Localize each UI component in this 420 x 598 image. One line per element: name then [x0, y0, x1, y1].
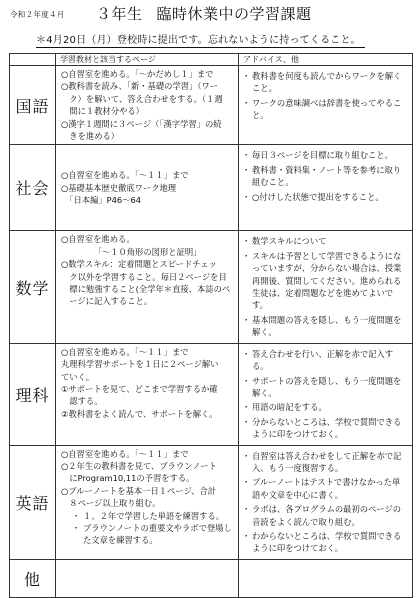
task-line: 「～１０角形の図形と証明」 [93, 246, 202, 257]
task-line: ○ブルーノートを基本一日１ページ、合計 [61, 485, 217, 496]
header-task: 学習教材と該当するページ [56, 54, 239, 66]
advice-item: ・ ○付けした状態で提出をすること。 [242, 191, 408, 203]
assignment-table [9, 53, 413, 598]
task-line: ○数学スキル：定着問題とスピードチェッ [61, 259, 217, 270]
advice-item: ・ 毎日３ページを目標に取り組むこと。 [242, 149, 408, 161]
advice-item: ・ わからないところは、学校で質問できるように印をつけておく。 [242, 530, 408, 555]
advice-item: ・ 基本問題の答えを隠し、もう一度問題を解く。 [242, 314, 408, 339]
page-header [0, 0, 420, 52]
advice-item: ・ 用語の暗記をする。 [242, 401, 408, 413]
task-line: 「日本編」P46～64 [61, 195, 142, 206]
task-cell [56, 559, 239, 597]
grade-label: ３年生 [96, 5, 143, 23]
task-line: ージに記入すること。 [61, 296, 153, 307]
task-line: 間に１教材分やる） [61, 106, 144, 117]
advice-cell [239, 343, 413, 445]
table-row-rika [10, 343, 413, 445]
task-line: にProgram10,11の予習をする。 [61, 473, 195, 484]
table-row-sugaku [10, 231, 413, 343]
advice-cell [239, 145, 413, 231]
task-line: ８ページ以上取り組む。 [61, 498, 161, 509]
task-cell [56, 445, 239, 559]
advice-item: ・ 教科書を何度も読んでからワークを解くこと。 [242, 70, 408, 95]
school-year-label: 令和２年度４月 [10, 10, 65, 19]
task-line: ○２年生の教科書を見て、ブラウンノート [61, 460, 217, 471]
task-cell [56, 231, 239, 343]
task-cell [56, 145, 239, 231]
table-header-row [10, 54, 413, 66]
task-line: ○漢字１週間に３ページ（「漢字学習」の続 [61, 118, 222, 129]
table-row-shakai [10, 145, 413, 231]
task-bullet: ・ １、２年で学習した単語を練習する。 [61, 510, 234, 522]
advice-item: ・ ラボは、各プログラムの最初のページの音読をよく読んで取り組む。 [242, 503, 408, 528]
title-text: 臨時休業中の学習課題 [156, 5, 312, 23]
header-subject [10, 54, 56, 66]
subject-cell: 数学 [10, 231, 56, 343]
advice-item: ・ 分からないところは、学校で質問できるように印をつけておく。 [242, 416, 408, 441]
task-line: 丸理科学習サポートを１日に２ページ解い [61, 359, 219, 370]
advice-item: ・ 教科書・資料集・ノート等を参考に取り組むこと。 [242, 164, 408, 189]
task-line: ②教科書をよく読んで、サポートを解く。 [61, 408, 218, 419]
advice-item: ・ ワークの意味調べは辞書を使ってやること。 [242, 97, 408, 122]
task-line: 認する。 [61, 396, 103, 407]
subject-cell: 社会 [10, 145, 56, 231]
advice-item: ・ 答え合わせを行い、正解を赤で記入する。 [242, 348, 408, 373]
advice-item: ・ サポートの答えを隠し、もう一度問題を解く。 [242, 375, 408, 400]
task-line: 標に勉強すること(全学年＊直接、本誌のペ [61, 284, 231, 295]
table-row-other [10, 559, 413, 597]
subject-cell: 他 [10, 559, 56, 597]
subject-cell: 英語 [10, 445, 56, 559]
task-line: ク）を解いて、答え合わせをする。（１週 [61, 93, 223, 104]
task-line: ク以外を学習すること。毎日２ページを目 [61, 271, 227, 282]
advice-cell [239, 66, 413, 145]
advice-cell [239, 559, 413, 597]
advice-list [242, 450, 408, 555]
advice-item: ・ スキルは予習として学習できるようになっていますが、分からない場合は、授業再開後、質問してください。進められる生徒は、定着問題などを進めてよいです。 [242, 250, 408, 312]
advice-item: ・ 数学スキルについて [242, 235, 408, 247]
task-line: ていく。 [61, 371, 95, 382]
task-line: ○自習室を進める。 [61, 234, 135, 245]
advice-cell [239, 231, 413, 343]
header-advice: アドバイス、他 [239, 54, 413, 66]
task-cell [56, 343, 239, 445]
page-title [96, 3, 312, 24]
advice-item: ・ ブルーノートはテストで書けなかった単語や文章を中心に書く。 [242, 476, 408, 501]
task-cell [56, 66, 239, 145]
table-row-eigo [10, 445, 413, 559]
advice-list [242, 348, 408, 441]
task-line: ○自習室を進める。「～１１」まで [61, 448, 189, 459]
task-line: ○基礎基本歴史徹底ワーク地理 [61, 182, 177, 193]
task-line: ○自習室を進める。「～１１」まで [61, 346, 189, 357]
advice-item: ・ 自習室は答え合わせをして正解を赤で記入、もう一度復習する。 [242, 450, 408, 475]
table-row-kokugo [10, 66, 413, 145]
subject-cell: 国語 [10, 66, 56, 145]
submission-notice: ＊4月20日（月）登校時に提出です。忘れないように持ってくること。 [36, 31, 361, 46]
task-line: きを進める） [61, 131, 120, 142]
advice-list [242, 235, 408, 338]
task-bullet: ・ ブラウンノートの重要文やラボで登場した文章を練習する。 [61, 522, 234, 547]
advice-list [242, 149, 408, 203]
task-line: ○自習室を進める。「～１１」まで [61, 170, 189, 181]
task-line: ○教科書を読み、「新・基礎の学習」（ワー [61, 81, 219, 92]
task-line: ①サポートを見て、どこまで学習するか確 [61, 383, 218, 394]
advice-list [242, 70, 408, 122]
subject-cell: 理科 [10, 343, 56, 445]
advice-cell [239, 445, 413, 559]
task-line: ○自習室を進める。「～かだめし１」まで [61, 69, 214, 79]
